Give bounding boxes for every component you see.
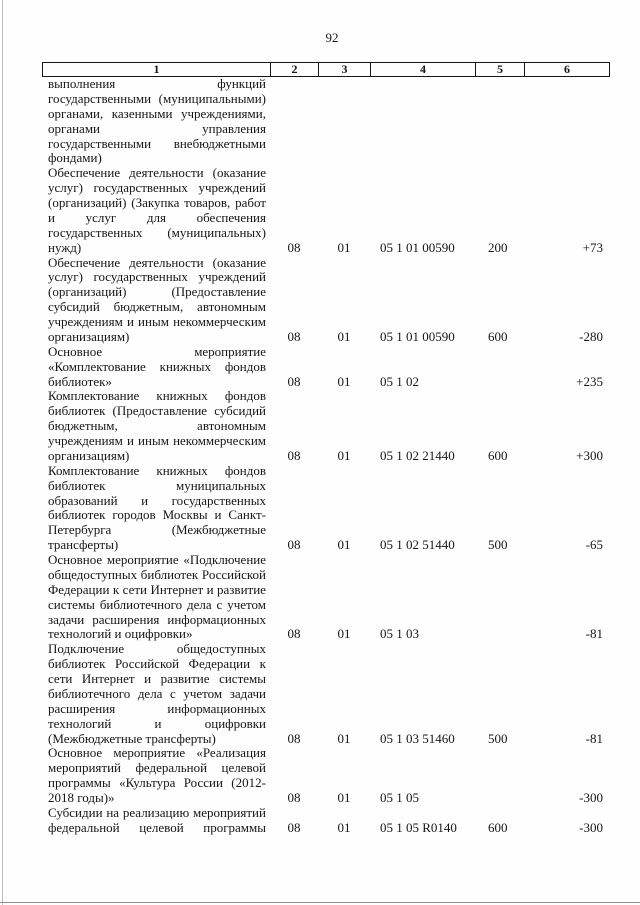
line-word: общедоступных: [176, 641, 266, 657]
line-word: управления: [202, 120, 266, 136]
line-word: общедоступных: [48, 566, 138, 582]
line-word: и: [141, 492, 149, 508]
header-cell-5: 5: [475, 63, 524, 76]
target-article-cell: 05 1 02 21440: [380, 447, 455, 463]
target-article-cell: 05 1 01 00590: [380, 239, 455, 255]
line-word: государственных: [93, 180, 188, 196]
table-row: [42, 256, 610, 345]
line-word: Обеспечение: [48, 254, 121, 270]
table-body: [42, 77, 610, 836]
name-line: [48, 137, 266, 152]
name-line: [48, 657, 266, 672]
name-line: [48, 746, 266, 761]
name-line: [48, 226, 266, 241]
line-word: фондов: [224, 388, 266, 404]
line-word: книжных: [156, 388, 208, 404]
name-line: [48, 776, 266, 791]
name-line: [48, 613, 266, 628]
line-word: Основное: [48, 552, 103, 567]
amount-cell: -300: [579, 790, 603, 805]
name-line: фондами): [48, 150, 102, 166]
expense-type-cell: [475, 375, 524, 390]
line-word: (организаций): [48, 284, 127, 300]
line-word: городов: [112, 507, 156, 523]
line-word: библиотек: [48, 507, 106, 523]
line-word: учреждениям: [48, 433, 123, 448]
line-word: некоммерческим: [173, 314, 266, 329]
line-word: федеральной: [135, 760, 208, 776]
line-word: услуг: [85, 209, 117, 225]
expense-type-cell: 600: [488, 819, 508, 835]
scan-edge-left: [2, 0, 3, 905]
line-word: сети: [48, 671, 73, 686]
expense-type-cell: [475, 627, 524, 642]
line-word: библиотек: [48, 477, 106, 493]
line-word: (Предоставление: [112, 403, 208, 419]
line-word: (2012-: [231, 775, 266, 791]
line-word: мероприятий: [192, 804, 266, 820]
name-line: [48, 360, 266, 375]
expense-type-cell: 500: [488, 730, 508, 746]
name-line: [48, 211, 266, 226]
line-word: казенными: [111, 105, 173, 121]
name-line: [48, 806, 266, 821]
line-word: целевой: [221, 760, 266, 776]
subsection-cell: 01: [337, 819, 351, 835]
name-line: (Межбюджетные трансферты): [48, 730, 216, 746]
header-cell-6: 6: [524, 63, 609, 76]
line-word: учетом: [227, 596, 266, 612]
section-cell: 08: [287, 239, 301, 255]
name-line: [48, 270, 266, 285]
line-word: выполнения: [48, 76, 116, 91]
line-word: (муниципальными): [158, 90, 266, 106]
name-line: [48, 107, 266, 122]
name-cell: [42, 256, 270, 345]
subsection-cell: 01: [337, 626, 351, 642]
name-line: [48, 508, 266, 523]
line-word: (организаций): [48, 195, 127, 210]
line-word: некоммерческим: [173, 433, 266, 448]
name-line: организациям): [48, 328, 130, 344]
amount-cell: +235: [576, 373, 603, 389]
expense-type-cell: [475, 151, 524, 166]
line-word: развитие: [217, 581, 266, 597]
line-word: «Культура: [119, 775, 176, 791]
name-cell: [42, 464, 270, 553]
line-word: России: [183, 775, 223, 791]
line-word: мероприятие: [194, 343, 266, 359]
line-word: информационных: [167, 611, 266, 627]
line-word: Москвы: [162, 507, 208, 523]
line-word: информационных: [167, 700, 266, 716]
line-word: государственных: [48, 224, 143, 240]
line-word: библиотечного: [48, 685, 131, 701]
line-word: развитие: [160, 671, 210, 686]
section-cell: 08: [287, 819, 301, 835]
section-cell: 08: [287, 328, 301, 344]
name-line: [48, 761, 266, 776]
line-word: и: [144, 671, 152, 686]
line-word: Основное: [48, 343, 103, 359]
name-line: [48, 166, 266, 181]
subsection-cell: 01: [337, 373, 351, 389]
line-word: библиотек: [140, 566, 199, 582]
name-line: [48, 389, 266, 404]
section-cell: [270, 151, 318, 166]
line-word: Федерации: [48, 581, 110, 597]
expense-type-cell: 600: [488, 328, 508, 344]
line-word: товаров,: [184, 195, 231, 210]
line-word: государственных: [93, 269, 188, 285]
line-word: учреждений: [198, 180, 266, 196]
line-word: мероприятие: [106, 552, 179, 567]
table-row: [42, 389, 610, 463]
section-cell: 08: [287, 790, 301, 805]
line-word: мероприятий: [48, 760, 121, 776]
name-line: [48, 583, 266, 598]
line-word: библиотечного: [99, 596, 183, 612]
line-word: учреждениям: [48, 314, 123, 329]
name-line: [48, 642, 266, 657]
line-word: системы: [48, 596, 95, 612]
line-word: образований: [48, 492, 118, 508]
table-row: [42, 806, 610, 836]
name-line: [48, 821, 266, 836]
line-word: книжных: [156, 462, 208, 478]
line-word: Российской: [201, 566, 266, 582]
amount-cell: -81: [585, 626, 603, 642]
name-cell: [42, 746, 270, 806]
name-cell: [42, 389, 270, 463]
header-cell-4: 4: [370, 63, 475, 76]
line-word: фондов: [224, 358, 266, 374]
line-word: программы: [48, 775, 111, 791]
name-line: [48, 553, 266, 568]
target-article-cell: 05 1 03 51460: [380, 730, 455, 746]
line-word: библиотек: [48, 403, 106, 419]
line-word: и: [206, 581, 214, 597]
subsection-cell: [318, 151, 370, 166]
section-cell: 08: [287, 373, 301, 389]
line-word: библиотек: [48, 656, 106, 672]
line-word: «Подключение: [183, 552, 266, 567]
name-cell: [42, 166, 270, 255]
subsection-cell: 01: [337, 447, 351, 463]
expense-type-cell: 500: [488, 537, 508, 553]
expense-type-cell: 600: [488, 447, 508, 463]
line-word: (Закупка: [131, 195, 180, 210]
table-row: [42, 77, 610, 166]
target-article-cell: 05 1 05 R0140: [380, 819, 457, 835]
line-word: (оказание: [212, 254, 266, 270]
line-word: и: [48, 209, 55, 225]
name-cell: [42, 345, 270, 390]
line-word: Комплектование: [48, 388, 140, 404]
line-word: Обеспечение: [48, 165, 121, 181]
table-row: [42, 464, 610, 553]
line-word: сети: [122, 581, 147, 597]
line-word: мероприятие: [113, 745, 186, 761]
line-word: «Комплектование: [48, 358, 146, 374]
page-number: 92: [325, 30, 339, 45]
name-line: [48, 479, 266, 494]
target-article-cell: 05 1 01 00590: [380, 328, 455, 344]
line-word: программы: [203, 819, 266, 835]
name-cell: [42, 806, 270, 836]
name-line: [48, 419, 266, 434]
line-word: услуг): [48, 269, 83, 285]
name-line: [48, 345, 266, 360]
line-word: органами,: [48, 105, 104, 121]
line-word: услуг): [48, 180, 83, 196]
amount-cell: [524, 151, 610, 166]
line-word: расширения: [48, 700, 116, 716]
name-cell: [42, 553, 270, 642]
name-line: трансферты): [48, 537, 119, 553]
line-word: дела: [186, 596, 212, 612]
line-word: государственными: [48, 135, 152, 151]
line-word: учреждений: [198, 269, 266, 285]
table-row: [42, 746, 610, 806]
table-header-row: [42, 62, 610, 77]
subsection-cell: 01: [337, 537, 351, 553]
scan-edge-bottom: [0, 902, 640, 903]
line-word: Петербурга: [48, 522, 112, 538]
line-word: задачи: [229, 685, 266, 701]
expense-type-cell: [475, 791, 524, 806]
name-line: организациям): [48, 447, 130, 463]
line-word: государственных: [171, 492, 266, 508]
line-word: обеспечения: [196, 209, 266, 225]
header-cell-1: 1: [153, 62, 160, 76]
line-word: Российской: [115, 656, 180, 672]
line-word: (Межбюджетные: [171, 522, 266, 538]
line-word: Основное: [48, 745, 103, 761]
name-line: [48, 568, 266, 583]
amount-cell: -81: [585, 730, 603, 746]
line-word: к: [259, 656, 266, 672]
name-line: [48, 256, 266, 271]
line-word: на: [106, 804, 120, 820]
name-line: нужд): [48, 239, 82, 255]
line-word: к: [112, 581, 120, 597]
name-line: [48, 494, 266, 509]
line-word: фондов: [224, 462, 266, 478]
line-word: Интернет: [81, 671, 135, 686]
line-word: автономным: [197, 299, 266, 315]
line-word: деятельности: [129, 254, 204, 270]
name-line: [48, 672, 266, 687]
table-row: [42, 553, 610, 642]
line-word: бюджетным,: [113, 299, 184, 315]
line-word: и: [126, 314, 134, 329]
header-cell-2: 2: [270, 63, 318, 76]
line-word: (оказание: [212, 165, 266, 181]
line-word: деятельности: [129, 165, 204, 181]
name-line: [48, 315, 266, 330]
line-word: реализацию: [122, 804, 190, 820]
name-line: [48, 300, 266, 315]
table-row: [42, 166, 610, 255]
section-cell: 08: [287, 626, 301, 642]
line-word: и: [214, 507, 222, 523]
line-word: технологий: [48, 715, 112, 731]
subsection-cell: 01: [337, 790, 351, 805]
line-word: «Реализация: [196, 745, 266, 761]
line-word: книжных: [159, 358, 212, 374]
line-word: для: [146, 209, 166, 225]
expense-type-cell: 200: [488, 239, 508, 255]
line-word: Комплектование: [48, 462, 140, 478]
table-row: [42, 642, 610, 746]
name-line: [48, 122, 266, 137]
amount-cell: -300: [579, 819, 603, 835]
line-word: задачи: [48, 611, 85, 627]
section-cell: 08: [287, 447, 301, 463]
subsection-cell: 01: [337, 328, 351, 344]
line-word: дела: [137, 685, 163, 701]
amount-cell: -280: [579, 328, 603, 344]
budget-table: [42, 62, 610, 836]
target-article-cell: 05 1 03: [380, 626, 419, 642]
name-line: технологий и оцифровки»: [48, 626, 193, 642]
name-line: [48, 598, 266, 613]
name-line: [48, 196, 266, 211]
line-word: муниципальных: [175, 477, 266, 493]
line-word: внебюджетными: [173, 135, 266, 151]
line-word: Интернет: [150, 581, 204, 597]
line-word: с: [216, 596, 223, 612]
name-line: 2018 годы)»: [48, 790, 115, 805]
target-article-cell: [370, 151, 475, 166]
line-word: бюджетным,: [48, 418, 118, 434]
line-word: с: [170, 685, 176, 701]
line-word: Федерации: [188, 656, 251, 672]
name-line: [48, 687, 266, 702]
line-word: расширения: [92, 611, 160, 627]
line-word: Субсидии: [48, 804, 103, 820]
table-row: [42, 345, 610, 390]
line-word: субсидий: [214, 403, 266, 419]
name-line: [48, 434, 266, 449]
section-cell: 08: [287, 730, 301, 746]
line-word: (муниципальных): [167, 224, 266, 240]
name-line: [48, 92, 266, 107]
header-cell-3: 3: [318, 63, 370, 76]
line-word: иным: [138, 314, 169, 329]
name-line: [48, 702, 266, 717]
line-word: иным: [138, 433, 169, 448]
line-word: и: [126, 433, 134, 448]
amount-cell: +73: [582, 239, 603, 255]
name-cell: [42, 642, 270, 746]
name-line: [48, 181, 266, 196]
name-line: [48, 464, 266, 479]
line-word: федеральной: [48, 819, 120, 835]
line-word: оцифровки: [204, 715, 266, 731]
amount-cell: +300: [576, 447, 603, 463]
subsection-cell: 01: [337, 239, 351, 255]
line-word: целевой: [139, 819, 184, 835]
target-article-cell: 05 1 02 51440: [380, 537, 455, 553]
name-line: [48, 523, 266, 538]
target-article-cell: 05 1 02: [380, 373, 419, 389]
line-word: работ: [235, 195, 266, 210]
line-word: Подключение: [48, 641, 125, 657]
line-word: государственными: [48, 90, 152, 106]
line-word: субсидий: [48, 299, 100, 315]
name-cell: [42, 77, 270, 166]
line-word: и: [154, 715, 162, 731]
subsection-cell: 01: [337, 730, 351, 746]
amount-cell: -65: [585, 537, 603, 553]
name-line: [48, 285, 266, 300]
name-line: [48, 77, 266, 92]
line-word: (Предоставление: [171, 284, 266, 300]
name-line: [48, 404, 266, 419]
section-cell: 08: [287, 537, 301, 553]
line-word: системы: [219, 671, 266, 686]
target-article-cell: 05 1 05: [380, 790, 419, 805]
line-word: функций: [217, 76, 266, 91]
line-word: Санкт-: [228, 507, 266, 523]
line-word: органами: [48, 120, 101, 136]
name-line: [48, 717, 266, 732]
line-word: учетом: [183, 685, 223, 701]
line-word: учреждениями,: [180, 105, 266, 121]
name-line: библиотек»: [48, 373, 112, 389]
line-word: автономным: [197, 418, 266, 434]
